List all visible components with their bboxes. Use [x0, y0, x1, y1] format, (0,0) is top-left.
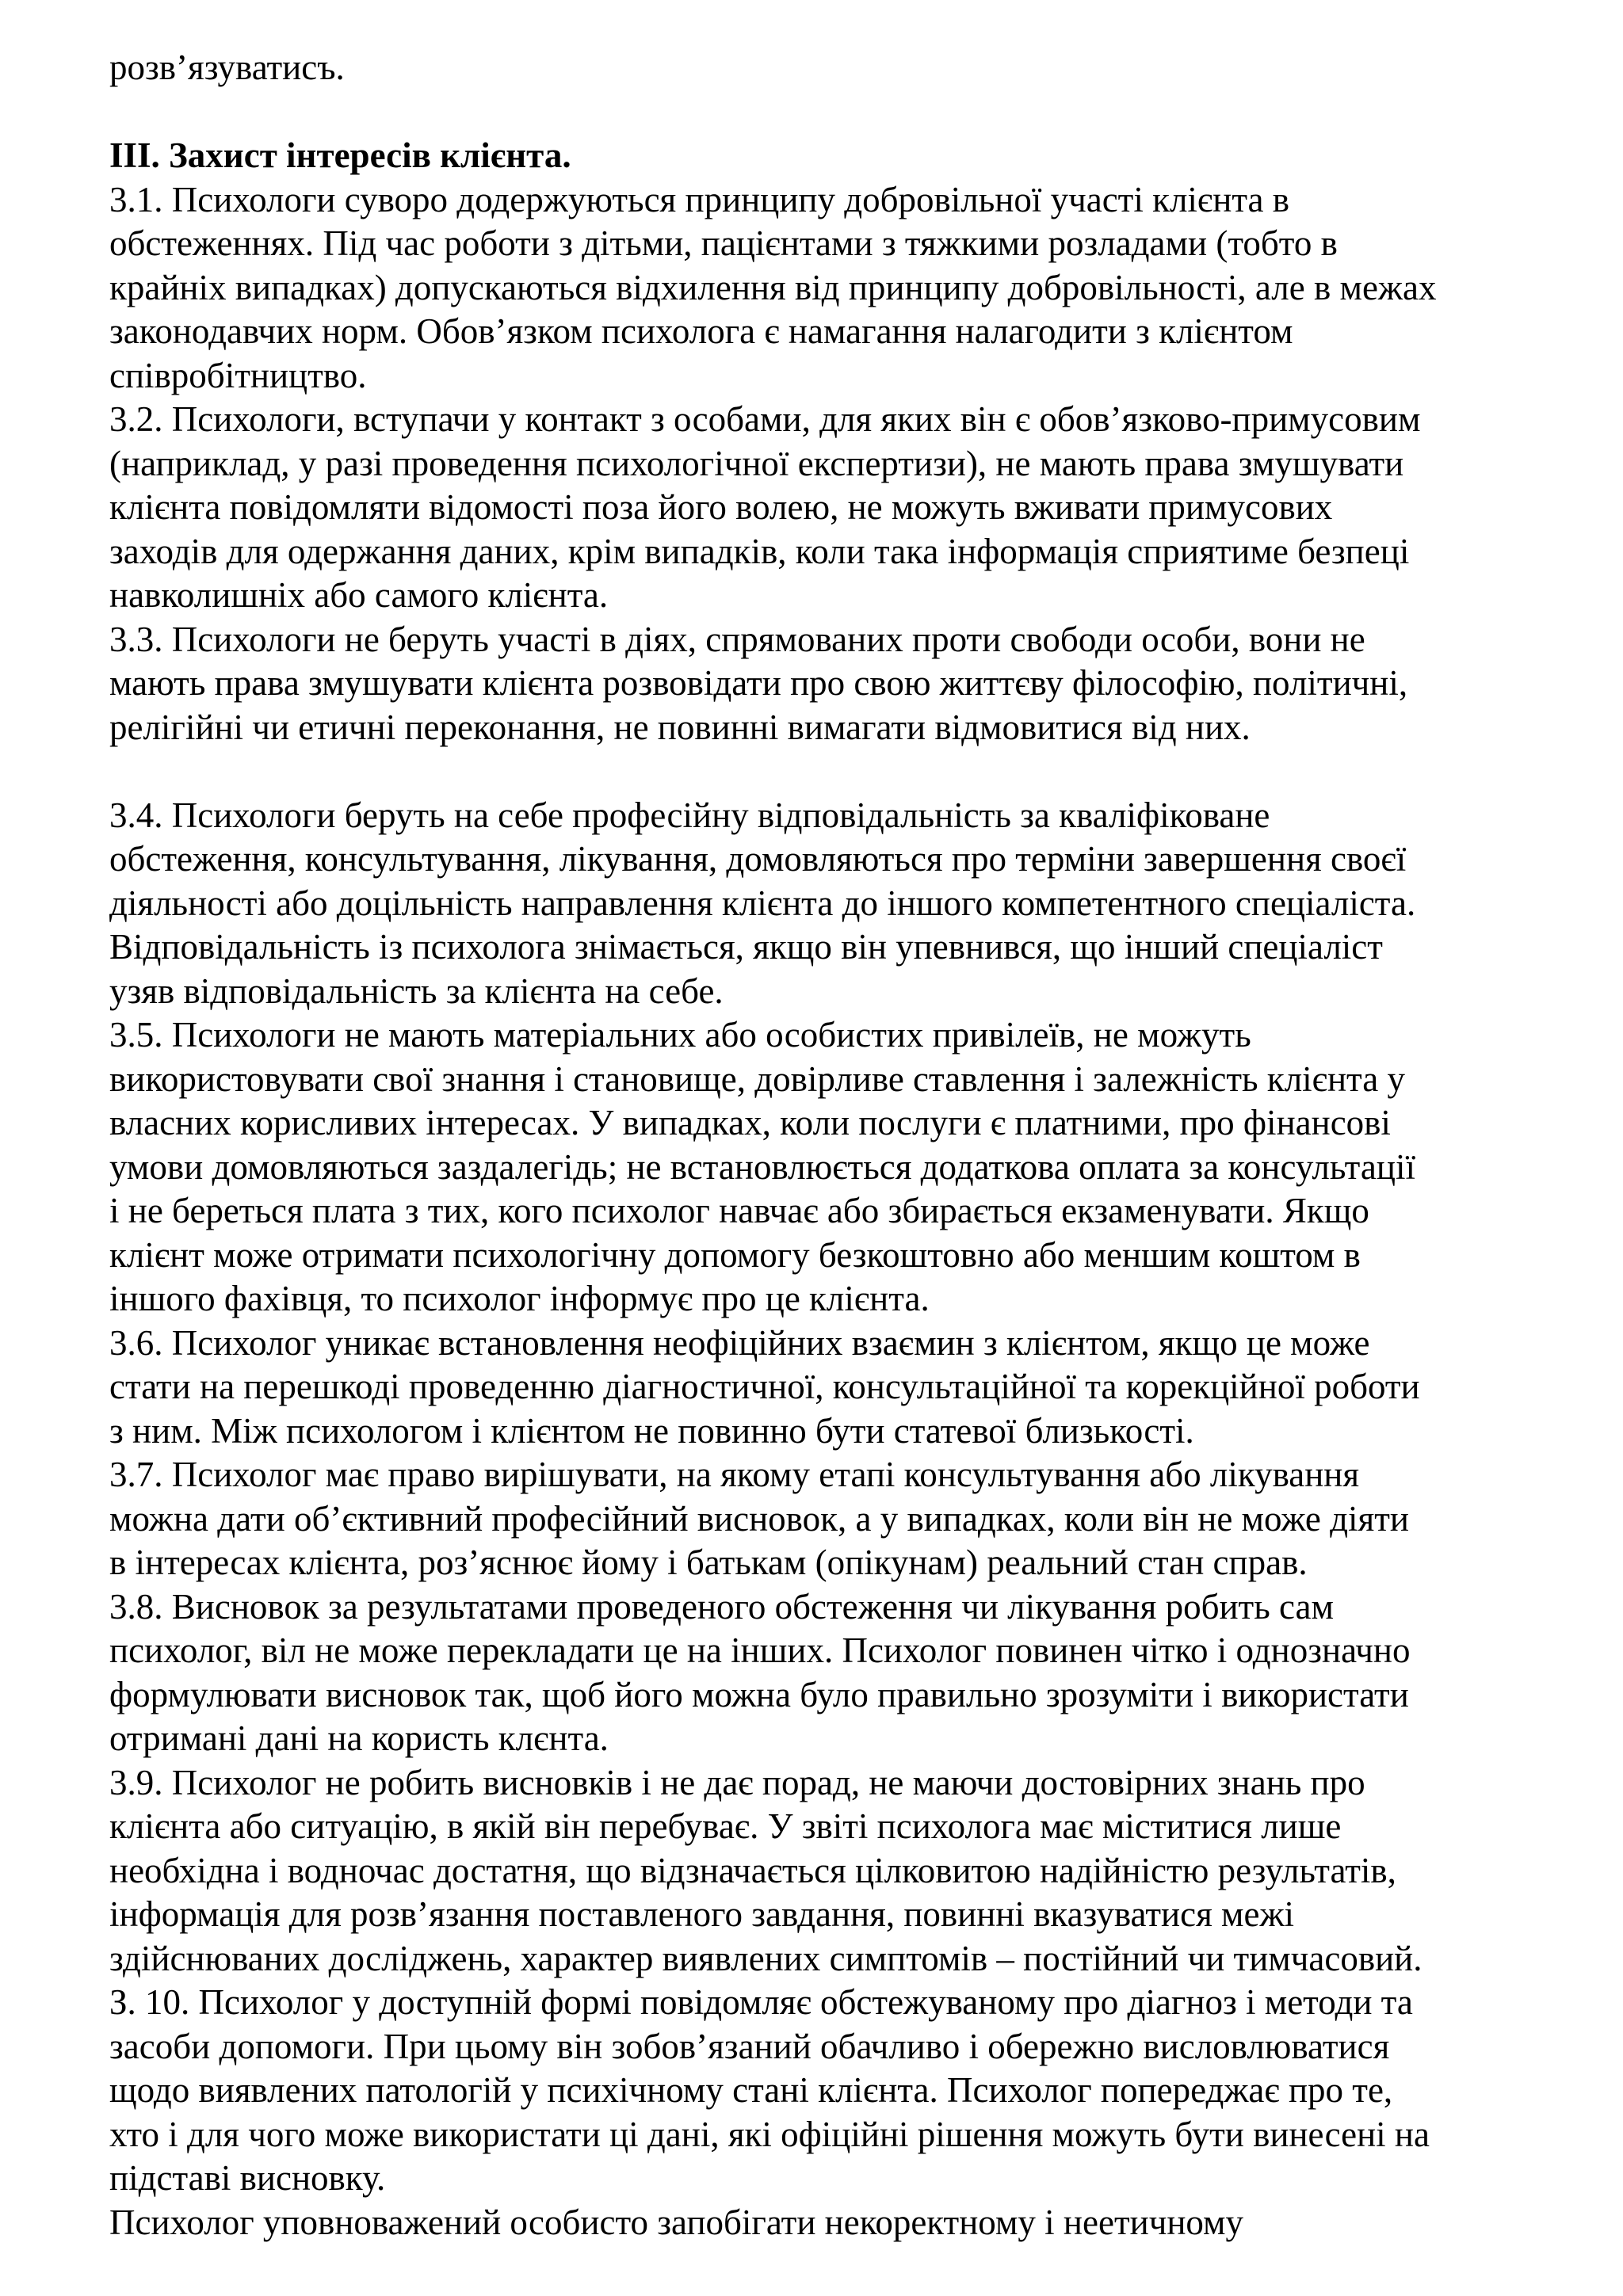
paragraph-3-1: [109, 178, 1536, 399]
text-line: 3.3. Психологи не беруть участі в діях, спрямованих проти свободи особи, вони не: [109, 619, 1365, 659]
document-body: [109, 46, 1536, 2245]
paragraph-3-6: [109, 1322, 1536, 1454]
paragraph-3-9: [109, 1761, 1536, 1981]
text-line: і не береться плата з тих, кого психолог навчає або збирається екзаменувати. Якщо: [109, 1191, 1369, 1230]
paragraph-3-7: [109, 1453, 1536, 1585]
text-line: 3.5. Психологи не мають матеріальних або особистих привілеїв, не можуть: [109, 1015, 1251, 1055]
text-line: умови домовляються заздалегідь; не встановлюється додаткова оплата за консультації: [109, 1146, 1415, 1187]
text-line: використовувати свої знання і становище, довірливе ставлення і залежність клієнта у: [109, 1058, 1405, 1099]
text-line: підставі висновку.: [109, 2158, 386, 2198]
text-line: узяв відповідальність за клієнта на себе.: [109, 971, 724, 1011]
text-line: розв’язуватисъ.: [109, 48, 345, 87]
text-line: Психолог уповноважений особисто запобігати некоректному і неетичному: [109, 2202, 1244, 2242]
text-line: формулювати висновок так, щоб його можна було правильно зрозуміти і використати: [109, 1674, 1409, 1714]
text-line: 3.4. Психологи беруть на себе професійну відповідальність за кваліфіковане: [109, 795, 1270, 835]
text-line: обстеженнях. Під час роботи з дітьми, пацієнтами з тяжкими розладами (тобто в: [109, 223, 1338, 263]
text-line: щодо виявлених патологій у психічному стані клієнта. Психолог попереджає про те,: [109, 2070, 1393, 2110]
text-line: в інтересах клієнта, роз’яснює йому і батькам (опікунам) реальний стан справ.: [109, 1543, 1308, 1582]
text-line: Відповідальність із психолога знімається, якщо він упевнився, що інший спеціаліст: [109, 927, 1383, 967]
text-line: засоби допомоги. При цьому він зобов’язаний обачливо і обережно висловлюватися: [109, 2026, 1390, 2066]
text-line: клієнт може отримати психологічну допомогу безкоштовно або меншим коштом в: [109, 1234, 1361, 1275]
text-line: 3.7. Психолог має право вирішувати, на якому етапі консультування або лікування: [109, 1455, 1360, 1494]
text-line: стати на перешкоді проведенню діагностичної, консультаційної та корекційної роботи: [109, 1367, 1420, 1406]
text-line: обстеження, консультування, лікування, домовляються про терміни завершення своєї: [109, 839, 1407, 879]
text-line: (наприклад, у разі проведення психологічної експертизи), не мають права змушувати: [109, 443, 1404, 483]
paragraph-3-10: [109, 1981, 1536, 2201]
text-line: 3.2. Психологи, вступачи у контакт з особами, для яких він є обов’язково-примусовим: [109, 399, 1421, 439]
text-line: інформація для розв’язання поставленого завдання, повинні вказуватися межі: [109, 1894, 1295, 1934]
text-line: заходів для одержання даних, крім випадків, коли така інформація сприятиме безпеці: [109, 531, 1410, 571]
paragraph-3-4: [109, 794, 1536, 1014]
text-line: діяльності або доцільність направлення клієнта до іншого компетентного спеціаліста.: [109, 883, 1416, 923]
text-line: клієнта або ситуацію, в якій він перебуває. У звіті психолога має міститися лише: [109, 1806, 1342, 1846]
paragraph-spacer: [109, 90, 1536, 135]
text-line: клієнта повідомляти відомості поза його волею, не можуть вживати примусових: [109, 487, 1333, 527]
section-heading: [109, 134, 1536, 178]
text-line: можна дати об’єктивний професійний висновок, а у випадках, коли він не може діяти: [109, 1498, 1409, 1539]
text-line: здійснюваних досліджень, характер виявлених симптомів – постійний чи тимчасовий.: [109, 1938, 1423, 1978]
paragraph-closing: [109, 2201, 1536, 2245]
text-line: законодавчих норм. Обов’язком психолога є намагання налагодити з клієнтом: [109, 311, 1293, 351]
text-line: психолог, віл не може перекладати це на інших. Психолог повинен чітко і однозначно: [109, 1630, 1411, 1670]
text-line: крайніх випадках) допускаються відхилення від принципу добровільності, але в межах: [109, 267, 1437, 307]
paragraph-3-3: [109, 618, 1536, 750]
text-line: З. 10. Психолог у доступній формі повідомляє обстежуваному про діагноз і методи та: [109, 1982, 1413, 2022]
text-line: співробітництво.: [109, 355, 367, 395]
text-line: отримані дані на користь клєнта.: [109, 1718, 609, 1758]
text-line: навколишніх або самого клієнта.: [109, 575, 609, 615]
text-line: хто і для чого може використати ці дані, які офіційні рішення можуть бути винесені на: [109, 2114, 1430, 2154]
text-line: релігійні чи етичні переконання, не повинні вимагати відмовитися від них.: [109, 707, 1251, 747]
text-line: 3.8. Висновок за результатами проведеного обстеження чи лікування робить сам: [109, 1586, 1334, 1627]
paragraph-spacer: [109, 749, 1536, 794]
paragraph-3-2: [109, 398, 1536, 618]
section-heading-text: ІІІ. Захист інтересів клієнта.: [109, 135, 571, 175]
text-line: 3.6. Психолог уникає встановлення неофіційних взаємин з клієнтом, якщо це може: [109, 1322, 1370, 1363]
text-line: мають права змушувати клієнта розвовідати про свою життєву філософію, політичні,: [109, 663, 1408, 703]
text-line: 3.9. Психолог не робить висновків і не дає порад, не маючи достовірних знань про: [109, 1762, 1365, 1802]
text-line: 3.1. Психологи суворо додержуються принципу добровільної участі клієнта в: [109, 179, 1289, 219]
text-line: власних корисливих інтересах. У випадках, коли послуги є платними, про фінансові: [109, 1103, 1391, 1142]
text-line: необхідна і водночас достатня, що відзначається цілковитою надійністю результатів,: [109, 1850, 1396, 1890]
opening-line: [109, 46, 1536, 90]
paragraph-3-8: [109, 1585, 1536, 1761]
text-line: іншого фахівця, то психолог інформує про це клієнта.: [109, 1279, 930, 1318]
text-line: з ним. Між психологом і клієнтом не повинно бути статевої близькості.: [109, 1410, 1194, 1451]
paragraph-3-5: [109, 1013, 1536, 1322]
